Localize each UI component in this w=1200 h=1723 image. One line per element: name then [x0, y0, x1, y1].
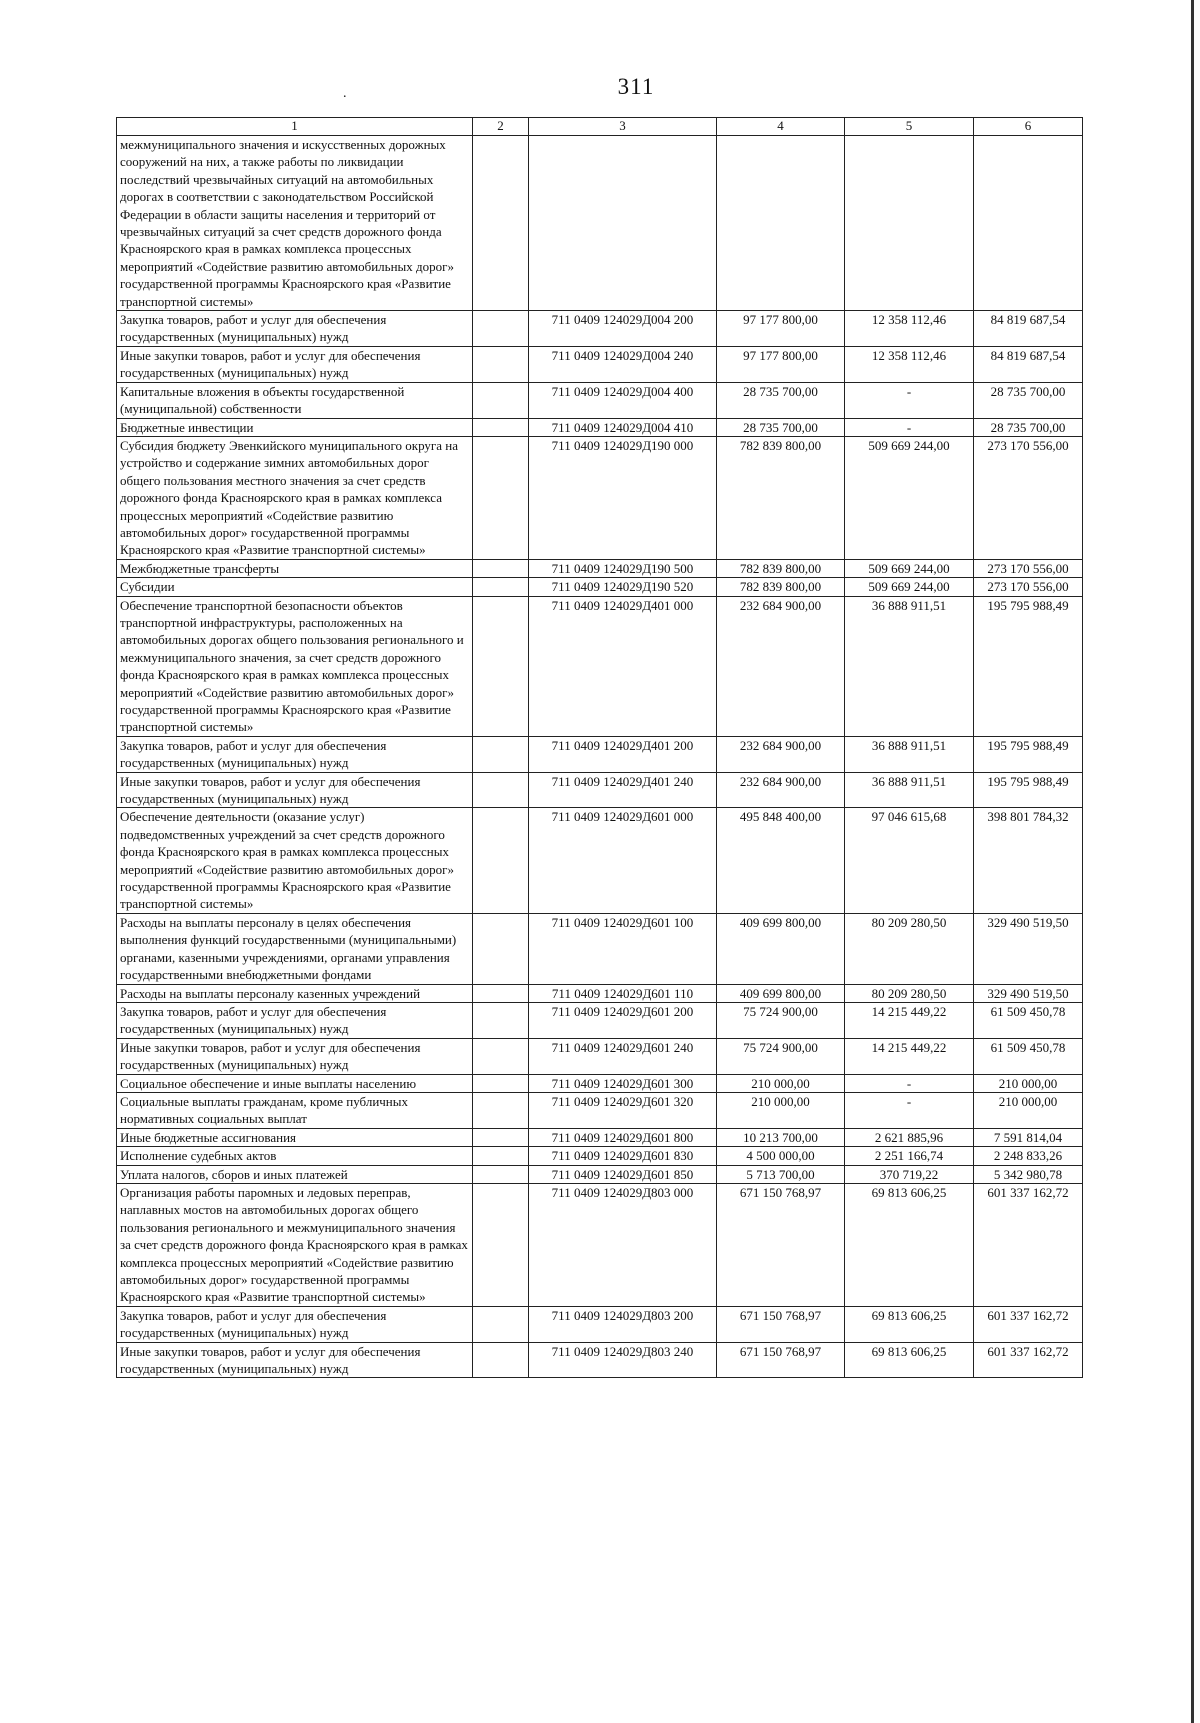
row-executed-cell: -: [845, 418, 974, 436]
row-name-cell: Иные закупки товаров, работ и услуг для обеспечения государственных (муниципальных) нужд: [117, 1038, 473, 1074]
row-code-cell: 711 0409 124029Д190 000: [529, 436, 717, 559]
row-col2-cell: [473, 1147, 529, 1165]
row-col2-cell: [473, 1038, 529, 1074]
row-planned-cell: 5 713 700,00: [717, 1165, 845, 1183]
row-name-cell: Закупка товаров, работ и услуг для обеспечения государственных (муниципальных) нужд: [117, 311, 473, 347]
row-planned-cell: 782 839 800,00: [717, 578, 845, 596]
row-col2-cell: [473, 1002, 529, 1038]
row-remaining-cell: 601 337 162,72: [974, 1306, 1083, 1342]
row-col2-cell: [473, 913, 529, 984]
row-remaining-cell: [974, 136, 1083, 311]
row-remaining-cell: 2 248 833,26: [974, 1147, 1083, 1165]
row-executed-cell: 69 813 606,25: [845, 1183, 974, 1306]
row-name-cell: Уплата налогов, сборов и иных платежей: [117, 1165, 473, 1183]
row-code-cell: 711 0409 124029Д401 240: [529, 772, 717, 808]
row-name-cell: Закупка товаров, работ и услуг для обеспечения государственных (муниципальных) нужд: [117, 736, 473, 772]
row-remaining-cell: 601 337 162,72: [974, 1342, 1083, 1378]
row-remaining-cell: 195 795 988,49: [974, 736, 1083, 772]
row-executed-cell: -: [845, 1074, 974, 1092]
table-row: [117, 1074, 1083, 1092]
row-name-cell: Исполнение судебных актов: [117, 1147, 473, 1165]
row-col2-cell: [473, 736, 529, 772]
row-name-cell: Субсидия бюджету Эвенкийского муниципального округа на устройство и содержание зимних автомобильных дорог общего пользования местного значения за счет средств дорожного фонда Красноярского края в рамках комплекса процессных мероприятий «Содействие развитию автомобильных дорог» государственной программы Красноярского края «Развитие транспортной системы»: [117, 436, 473, 559]
row-remaining-cell: 273 170 556,00: [974, 436, 1083, 559]
header-col-2: 2: [473, 118, 529, 136]
header-col-6: 6: [974, 118, 1083, 136]
row-code-cell: 711 0409 124029Д190 500: [529, 559, 717, 577]
table-row: [117, 1038, 1083, 1074]
row-code-cell: 711 0409 124029Д004 400: [529, 382, 717, 418]
stray-mark: .: [343, 86, 347, 101]
row-col2-cell: [473, 772, 529, 808]
row-remaining-cell: 5 342 980,78: [974, 1165, 1083, 1183]
row-col2-cell: [473, 984, 529, 1002]
row-executed-cell: 2 621 885,96: [845, 1128, 974, 1146]
row-executed-cell: 370 719,22: [845, 1165, 974, 1183]
row-planned-cell: 232 684 900,00: [717, 736, 845, 772]
row-code-cell: 711 0409 124029Д190 520: [529, 578, 717, 596]
row-planned-cell: 671 150 768,97: [717, 1306, 845, 1342]
row-col2-cell: [473, 578, 529, 596]
row-planned-cell: 4 500 000,00: [717, 1147, 845, 1165]
table-row: [117, 1183, 1083, 1306]
row-name-cell: Расходы на выплаты персоналу казенных учреждений: [117, 984, 473, 1002]
row-planned-cell: 671 150 768,97: [717, 1183, 845, 1306]
row-executed-cell: 14 215 449,22: [845, 1038, 974, 1074]
row-remaining-cell: 28 735 700,00: [974, 418, 1083, 436]
row-remaining-cell: 601 337 162,72: [974, 1183, 1083, 1306]
row-col2-cell: [473, 1165, 529, 1183]
header-col-5: 5: [845, 118, 974, 136]
row-executed-cell: 509 669 244,00: [845, 578, 974, 596]
row-executed-cell: 509 669 244,00: [845, 559, 974, 577]
row-name-cell: Обеспечение транспортной безопасности объектов транспортной инфраструктуры, расположенных на автомобильных дорогах общего пользования регионального и межмуниципального значения, за счет средств дорожного фонда Красноярского края в рамках комплекса процессных мероприятий «Содействие развитию автомобильных дорог» государственной программы Красноярского края «Развитие транспортной системы»: [117, 596, 473, 736]
table-row: [117, 1342, 1083, 1378]
row-remaining-cell: 84 819 687,54: [974, 311, 1083, 347]
row-name-cell: Иные закупки товаров, работ и услуг для обеспечения государственных (муниципальных) нужд: [117, 772, 473, 808]
row-remaining-cell: 210 000,00: [974, 1074, 1083, 1092]
table-row: [117, 436, 1083, 559]
row-name-cell: Социальное обеспечение и иные выплаты населению: [117, 1074, 473, 1092]
row-executed-cell: 12 358 112,46: [845, 311, 974, 347]
table-row: [117, 346, 1083, 382]
row-col2-cell: [473, 136, 529, 311]
table-row: [117, 382, 1083, 418]
scan-edge-line: [1191, 0, 1194, 1723]
row-remaining-cell: 398 801 784,32: [974, 808, 1083, 913]
row-name-cell: Обеспечение деятельности (оказание услуг) подведомственных учреждений за счет средств дорожного фонда Красноярского края в рамках комплекса процессных мероприятий «Содействие развитию автомобильных дорог» государственной программы Красноярского края «Развитие транспортной системы»: [117, 808, 473, 913]
row-col2-cell: [473, 1128, 529, 1146]
row-name-cell: Социальные выплаты гражданам, кроме публичных нормативных социальных выплат: [117, 1092, 473, 1128]
row-executed-cell: [845, 136, 974, 311]
table-row: [117, 1165, 1083, 1183]
page-number: 311: [617, 74, 655, 99]
row-remaining-cell: 210 000,00: [974, 1092, 1083, 1128]
row-name-cell: Иные бюджетные ассигнования: [117, 1128, 473, 1146]
row-code-cell: 711 0409 124029Д004 200: [529, 311, 717, 347]
row-remaining-cell: 329 490 519,50: [974, 913, 1083, 984]
row-remaining-cell: 61 509 450,78: [974, 1002, 1083, 1038]
table-row: [117, 984, 1083, 1002]
row-col2-cell: [473, 1074, 529, 1092]
row-executed-cell: 97 046 615,68: [845, 808, 974, 913]
row-name-cell: Иные закупки товаров, работ и услуг для обеспечения государственных (муниципальных) нужд: [117, 1342, 473, 1378]
row-executed-cell: 80 209 280,50: [845, 913, 974, 984]
row-col2-cell: [473, 808, 529, 913]
row-code-cell: 711 0409 124029Д004 240: [529, 346, 717, 382]
row-executed-cell: -: [845, 1092, 974, 1128]
table-row: [117, 578, 1083, 596]
row-name-cell: Иные закупки товаров, работ и услуг для обеспечения государственных (муниципальных) нужд: [117, 346, 473, 382]
row-code-cell: 711 0409 124029Д401 000: [529, 596, 717, 736]
table-row: [117, 808, 1083, 913]
row-planned-cell: 409 699 800,00: [717, 984, 845, 1002]
row-col2-cell: [473, 311, 529, 347]
row-planned-cell: 10 213 700,00: [717, 1128, 845, 1146]
row-name-cell: Капитальные вложения в объекты государственной (муниципальной) собственности: [117, 382, 473, 418]
row-code-cell: 711 0409 124029Д601 110: [529, 984, 717, 1002]
table-row: [117, 913, 1083, 984]
row-planned-cell: 97 177 800,00: [717, 311, 845, 347]
row-remaining-cell: 273 170 556,00: [974, 578, 1083, 596]
row-code-cell: 711 0409 124029Д601 240: [529, 1038, 717, 1074]
row-planned-cell: 75 724 900,00: [717, 1002, 845, 1038]
row-col2-cell: [473, 418, 529, 436]
header-col-4: 4: [717, 118, 845, 136]
row-name-cell: Субсидии: [117, 578, 473, 596]
row-remaining-cell: 195 795 988,49: [974, 596, 1083, 736]
header-col-3: 3: [529, 118, 717, 136]
row-col2-cell: [473, 436, 529, 559]
row-planned-cell: 97 177 800,00: [717, 346, 845, 382]
row-executed-cell: 80 209 280,50: [845, 984, 974, 1002]
row-planned-cell: 495 848 400,00: [717, 808, 845, 913]
row-code-cell: [529, 136, 717, 311]
row-col2-cell: [473, 1183, 529, 1306]
table-row: [117, 136, 1083, 311]
row-executed-cell: 69 813 606,25: [845, 1306, 974, 1342]
table-row: [117, 1002, 1083, 1038]
row-col2-cell: [473, 596, 529, 736]
row-name-cell: межмуниципального значения и искусственных дорожных сооружений на них, а также работы по ликвидации последствий чрезвычайных ситуаций на автомобильных дорогах в соответствии с законодательством Российской Федерации в области защиты населения и территорий от чрезвычайных ситуаций за счет средств дорожного фонда Красноярского края в рамках комплекса процессных мероприятий «Содействие развитию автомобильных дорог» государственной программы Красноярского края «Развитие транспортной системы»: [117, 136, 473, 311]
row-planned-cell: 782 839 800,00: [717, 436, 845, 559]
row-executed-cell: -: [845, 382, 974, 418]
table-row: [117, 736, 1083, 772]
table-row: [117, 596, 1083, 736]
row-col2-cell: [473, 346, 529, 382]
row-planned-cell: 409 699 800,00: [717, 913, 845, 984]
table-row: [117, 1147, 1083, 1165]
row-code-cell: 711 0409 124029Д601 300: [529, 1074, 717, 1092]
row-executed-cell: 12 358 112,46: [845, 346, 974, 382]
row-name-cell: Бюджетные инвестиции: [117, 418, 473, 436]
row-executed-cell: 36 888 911,51: [845, 736, 974, 772]
table-row: [117, 418, 1083, 436]
table-row: [117, 311, 1083, 347]
header-col-1: 1: [117, 118, 473, 136]
table-row: [117, 1092, 1083, 1128]
row-planned-cell: 210 000,00: [717, 1092, 845, 1128]
table-body: [117, 136, 1083, 1378]
row-remaining-cell: 195 795 988,49: [974, 772, 1083, 808]
row-executed-cell: 509 669 244,00: [845, 436, 974, 559]
row-code-cell: 711 0409 124029Д803 000: [529, 1183, 717, 1306]
row-col2-cell: [473, 1306, 529, 1342]
row-code-cell: 711 0409 124029Д004 410: [529, 418, 717, 436]
row-code-cell: 711 0409 124029Д601 200: [529, 1002, 717, 1038]
row-code-cell: 711 0409 124029Д601 000: [529, 808, 717, 913]
row-executed-cell: 36 888 911,51: [845, 772, 974, 808]
row-remaining-cell: 273 170 556,00: [974, 559, 1083, 577]
row-col2-cell: [473, 1342, 529, 1378]
row-code-cell: 711 0409 124029Д803 200: [529, 1306, 717, 1342]
table-row: [117, 1128, 1083, 1146]
row-remaining-cell: 329 490 519,50: [974, 984, 1083, 1002]
row-code-cell: 711 0409 124029Д401 200: [529, 736, 717, 772]
row-name-cell: Организация работы паромных и ледовых переправ, наплавных мостов на автомобильных дорогах общего пользования регионального и межмуниципального значения за счет средств дорожного фонда Красноярского края в рамках комплекса процессных мероприятий «Содействие развитию автомобильных дорог» государственной программы Красноярского края «Развитие транспортной системы»: [117, 1183, 473, 1306]
table-row: [117, 559, 1083, 577]
table-header: [117, 118, 1083, 136]
row-name-cell: Закупка товаров, работ и услуг для обеспечения государственных (муниципальных) нужд: [117, 1306, 473, 1342]
budget-table: [116, 117, 1083, 1378]
row-remaining-cell: 7 591 814,04: [974, 1128, 1083, 1146]
row-planned-cell: 75 724 900,00: [717, 1038, 845, 1074]
row-code-cell: 711 0409 124029Д803 240: [529, 1342, 717, 1378]
row-planned-cell: [717, 136, 845, 311]
row-planned-cell: 782 839 800,00: [717, 559, 845, 577]
row-name-cell: Закупка товаров, работ и услуг для обеспечения государственных (муниципальных) нужд: [117, 1002, 473, 1038]
row-code-cell: 711 0409 124029Д601 830: [529, 1147, 717, 1165]
row-code-cell: 711 0409 124029Д601 320: [529, 1092, 717, 1128]
row-executed-cell: 69 813 606,25: [845, 1342, 974, 1378]
header-row: [117, 118, 1083, 136]
row-code-cell: 711 0409 124029Д601 800: [529, 1128, 717, 1146]
row-remaining-cell: 61 509 450,78: [974, 1038, 1083, 1074]
row-code-cell: 711 0409 124029Д601 850: [529, 1165, 717, 1183]
row-remaining-cell: 28 735 700,00: [974, 382, 1083, 418]
row-planned-cell: 671 150 768,97: [717, 1342, 845, 1378]
row-executed-cell: 2 251 166,74: [845, 1147, 974, 1165]
row-executed-cell: 36 888 911,51: [845, 596, 974, 736]
row-planned-cell: 28 735 700,00: [717, 418, 845, 436]
row-executed-cell: 14 215 449,22: [845, 1002, 974, 1038]
row-code-cell: 711 0409 124029Д601 100: [529, 913, 717, 984]
row-planned-cell: 28 735 700,00: [717, 382, 845, 418]
row-col2-cell: [473, 1092, 529, 1128]
row-planned-cell: 232 684 900,00: [717, 772, 845, 808]
row-planned-cell: 232 684 900,00: [717, 596, 845, 736]
row-col2-cell: [473, 559, 529, 577]
table-row: [117, 1306, 1083, 1342]
row-name-cell: Межбюджетные трансферты: [117, 559, 473, 577]
row-name-cell: Расходы на выплаты персоналу в целях обеспечения выполнения функций государственными (муниципальными) органами, казенными учреждениями, органами управления государственными внебюджетными фондами: [117, 913, 473, 984]
table-row: [117, 772, 1083, 808]
row-col2-cell: [473, 382, 529, 418]
row-planned-cell: 210 000,00: [717, 1074, 845, 1092]
row-remaining-cell: 84 819 687,54: [974, 346, 1083, 382]
